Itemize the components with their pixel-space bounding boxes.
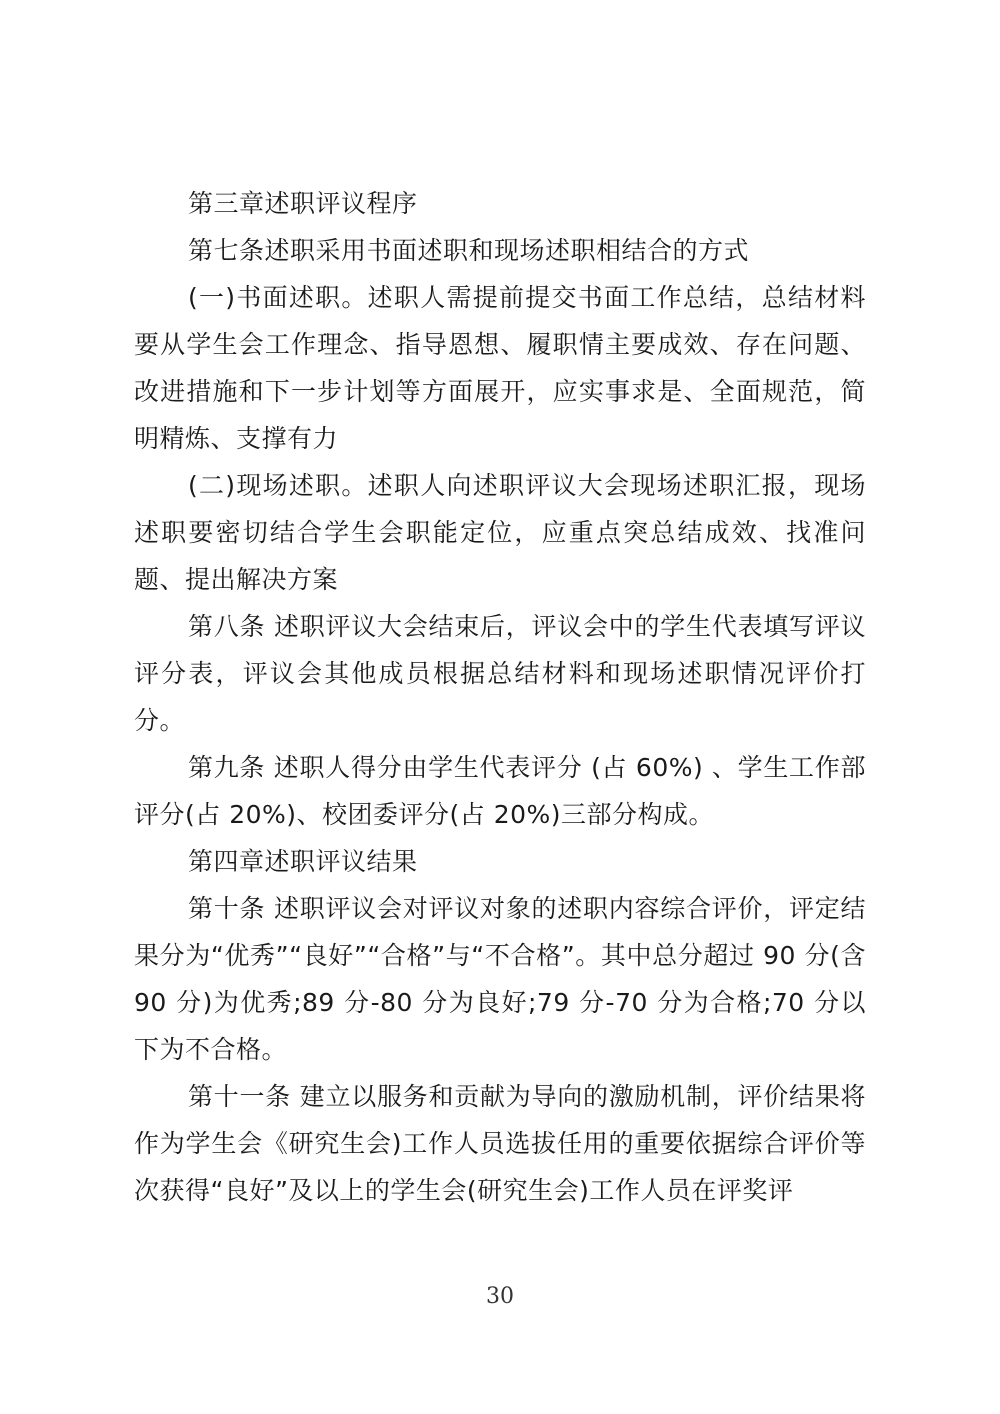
article-7-item-1: (一)书面述职。述职人需提前提交书面工作总结，总结材料要从学生会工作理念、指导恩想、履职情主要成效、存在问题、改进措施和下一步计划等方面展开，应实事求是、全面规范，简明精炼、支撑有力 bbox=[134, 283, 866, 453]
page-number: 30 bbox=[486, 1284, 514, 1309]
chapter-heading-3: 第三章述职评议程序 bbox=[188, 189, 418, 218]
chapter-heading-4: 第四章述职评议结果 bbox=[188, 847, 418, 876]
document-body bbox=[134, 180, 866, 1214]
article-10: 第十条 述职评议会对评议对象的述职内容综合评价，评定结果分为“优秀”“良好”“合格”与“不合格”。其中总分超过 90 分(含 90 分)为优秀;89 分-80 分为良好;79 分-70 分为合格;70 分以下为不合格。 bbox=[134, 894, 866, 1064]
article-7-heading: 第七条述职采用书面述职和现场述职相结合的方式 bbox=[188, 236, 750, 265]
article-7-item-2: (二)现场述职。述职人向述职评议大会现场述职汇报，现场述职要密切结合学生会职能定位，应重点突总结成效、找准问题、提出解决方案 bbox=[134, 471, 866, 594]
article-11: 第十一条 建立以服务和贡献为导向的激励机制，评价结果将作为学生会《研究生会)工作人员选拔任用的重要依据综合评价等次获得“良好”及以上的学生会(研究生会)工作人员在评奖评 bbox=[134, 1082, 866, 1205]
article-8: 第八条 述职评议大会结束后，评议会中的学生代表填写评议评分表，评议会其他成员根据总结材料和现场述职情况评价打分。 bbox=[134, 612, 866, 735]
article-9: 第九条 述职人得分由学生代表评分 (占 60%) 、学生工作部评分(占 20%)、校团委评分(占 20%)三部分构成。 bbox=[134, 753, 866, 829]
